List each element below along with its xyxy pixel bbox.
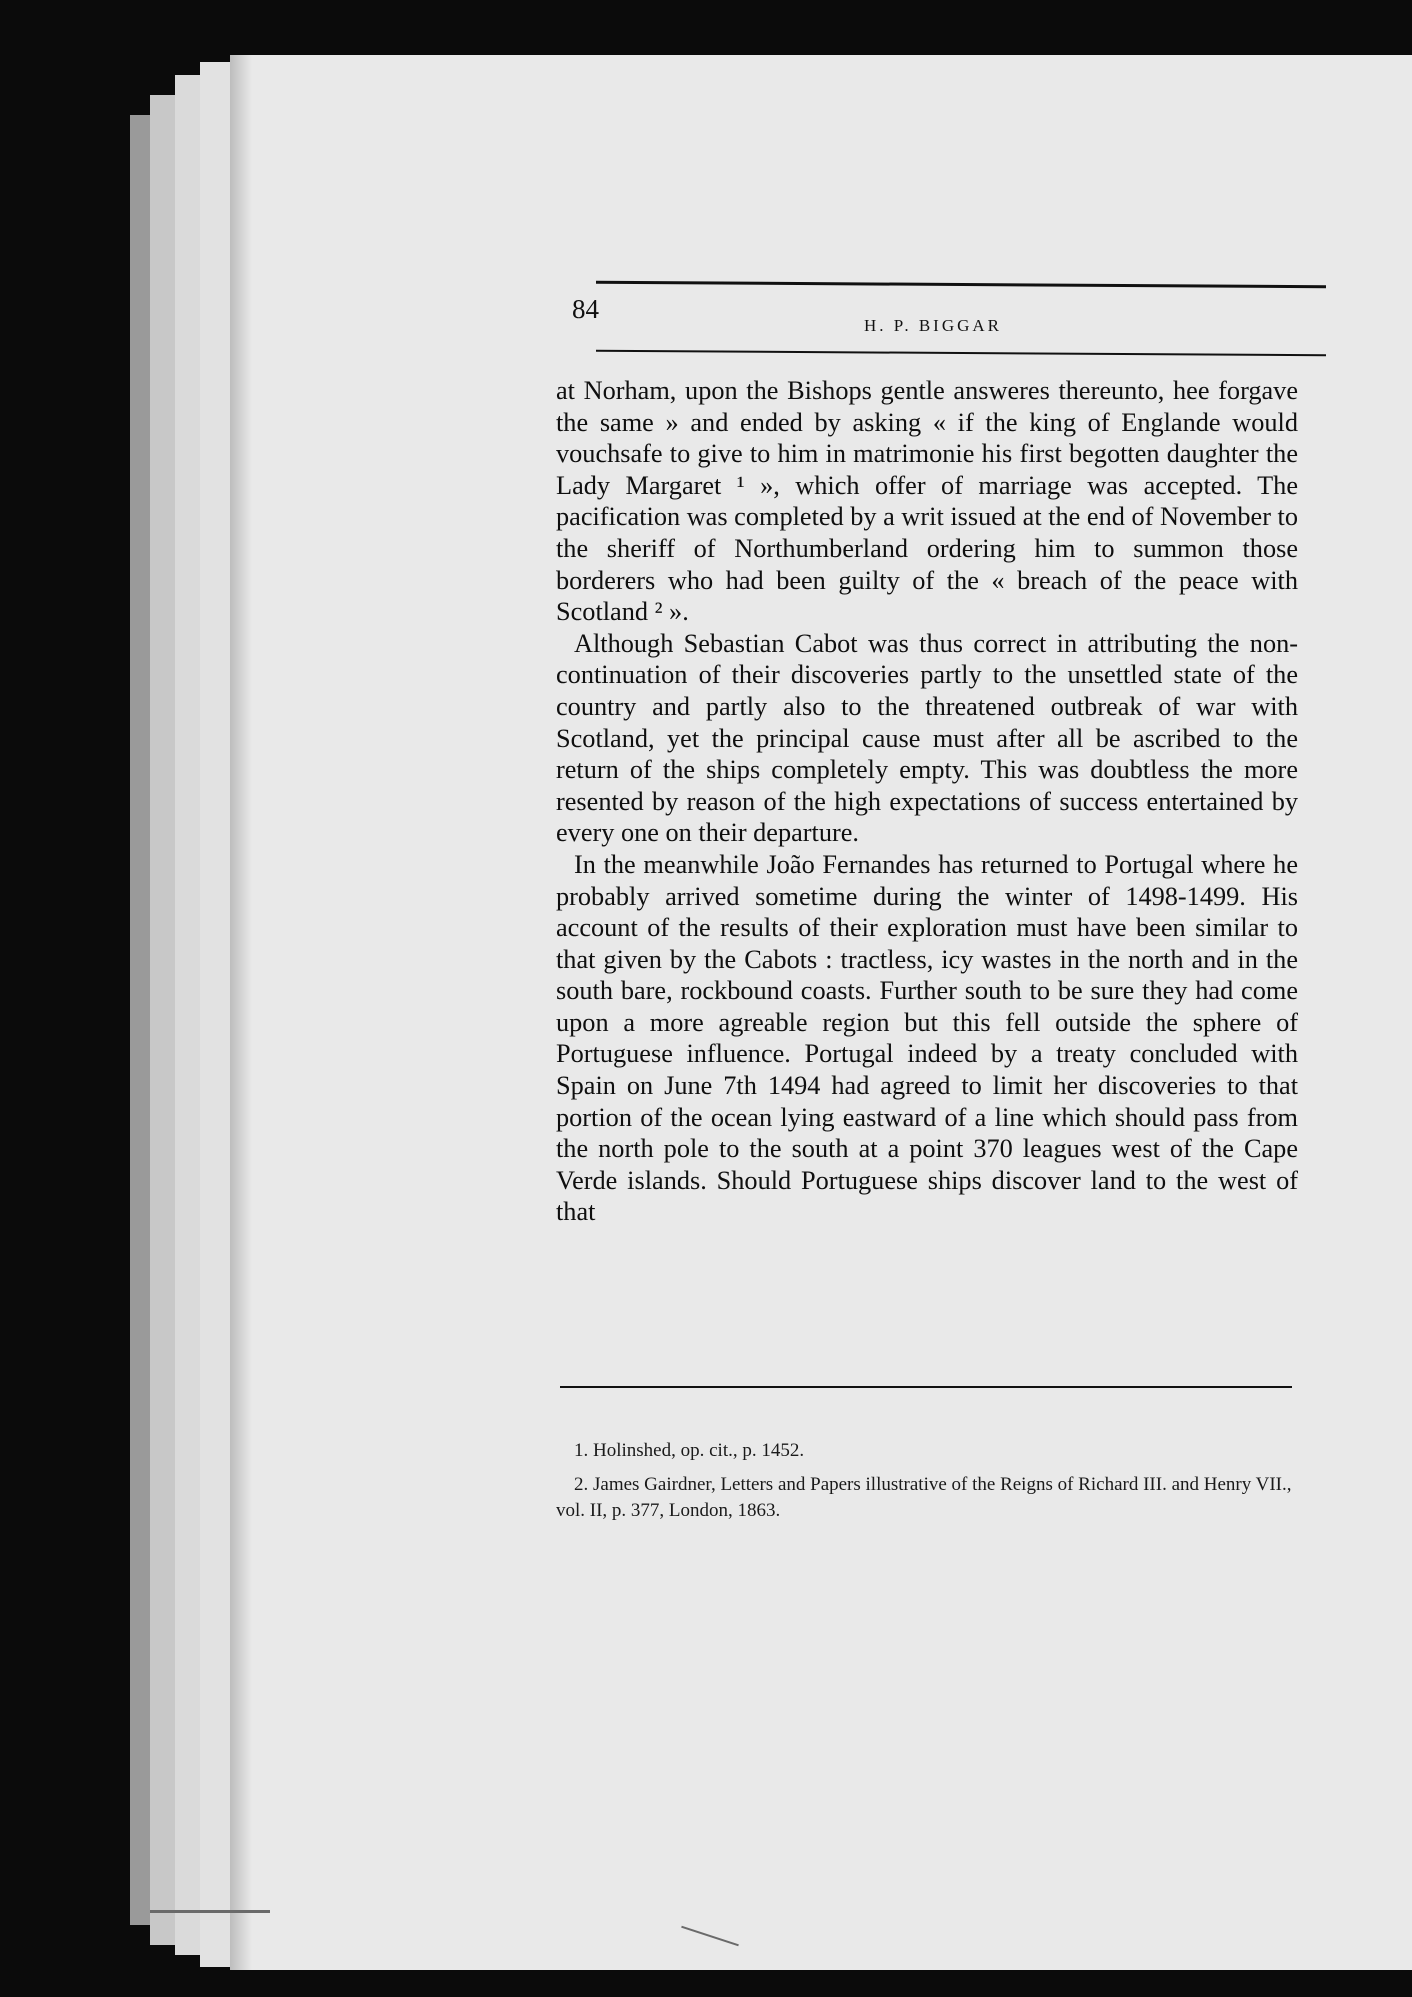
- footnotes: [556, 1438, 1298, 1524]
- page-number: 84: [572, 294, 599, 324]
- running-head: H. P. BIGGAR: [864, 316, 1003, 335]
- footnote: 1. Holinshed, op. cit., p. 1452.: [574, 1440, 805, 1461]
- paragraph: In the meanwhile João Fernandes has returned to Portugal where he probably arrived sometime during the winter of 1498-1499. His account of the results of their exploration must have been similar to that given by the Cabots : tractless, icy wastes in the north and in the south bare, rockbound coasts. Further south to be sure they had come upon a more agreable region but this fell outside the sphere of Portuguese influence. Portugal indeed by a treaty concluded with Spain on June 7th 1494 had agreed to limit her discoveries to that portion of the ocean lying eastward of a line which should pass from the north pole to the south at a point 370 leagues west of the Cape Verde islands. Should Portuguese ships discover land to the west of that: [556, 849, 1298, 1227]
- background-mark: [150, 1910, 270, 1913]
- paragraph: Although Sebastian Cabot was thus correct in attributing the non-continuation of their discoveries partly to the unsettled state of the country and partly also to the threatened outbreak of war with Scotland, yet the principal cause must after all be ascribed to the return of the ships completely empty. This was doubtless the more resented by reason of the high expectations of success entertained by every one on their departure.: [556, 628, 1298, 848]
- paragraph: at Norham, upon the Bishops gentle answeres thereunto, hee forgave the same » and ended by asking « if the king of Englande would vouchsafe to give to him in matrimonie his first begotten daughter the Lady Margaret ¹ », which offer of marriage was accepted. The pacification was completed by a writ issued at the end of November to the sheriff of Northumberland ordering him to summon those borderers who had been guilty of the « breach of the peace with Scotland ² ».: [556, 376, 1298, 627]
- footnote: 2. James Gairdner, Letters and Papers illustrative of the Reigns of Richard III. and Henry VII., vol. II, p. 377, London, 1863.: [556, 1474, 1292, 1521]
- footnote-rule: [560, 1386, 1292, 1388]
- gutter-shadow: [230, 55, 252, 1970]
- body-text: [556, 375, 1298, 1228]
